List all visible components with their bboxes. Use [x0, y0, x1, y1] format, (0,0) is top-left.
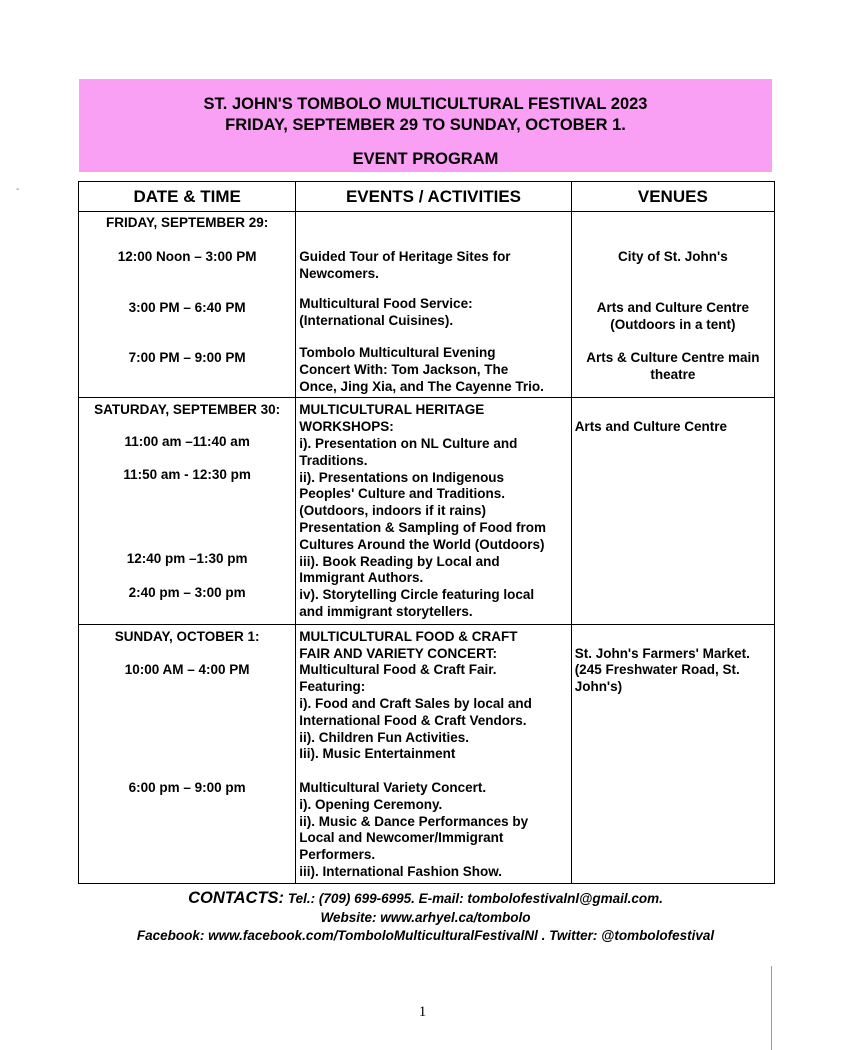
saturday-event-line: ii). Presentations on Indigenous	[299, 470, 505, 485]
friday-event-1-line-2: Newcomers.	[299, 266, 379, 281]
saturday-time-4: 2:40 pm – 3:00 pm	[128, 585, 246, 600]
saturday-event-line: Peoples' Culture and Traditions.	[299, 486, 506, 501]
friday-events-cell	[296, 212, 571, 398]
saturday-event-line: iv). Storytelling Circle featuring local	[299, 587, 535, 602]
saturday-events-cell	[296, 398, 571, 625]
sunday-event-line: Featuring:	[299, 679, 366, 694]
event-program-table	[78, 181, 775, 884]
saturday-time-3: 12:40 pm –1:30 pm	[126, 551, 248, 566]
sunday-event-line: Multicultural Variety Concert.	[299, 780, 487, 795]
contacts-social: Facebook: www.facebook.com/TomboloMulticulturalFestivalNl . Twitter: @tombolofestival	[136, 928, 715, 943]
friday-venue-3-line-2: theatre	[650, 367, 696, 382]
sunday-event-line: ii). Music & Dance Performances by	[299, 814, 529, 829]
friday-day-label: FRIDAY, SEPTEMBER 29:	[106, 215, 269, 230]
saturday-event-line: Cultures Around the World (Outdoors)	[299, 537, 545, 552]
table-row	[79, 625, 775, 884]
saturday-event-line: (Outdoors, indoors if it rains)	[299, 503, 487, 518]
friday-event-3-line-2: Concert With: Tom Jackson, The	[299, 362, 509, 377]
sunday-event-line: Multicultural Food & Craft Fair.	[299, 662, 497, 677]
sunday-times-cell	[79, 625, 296, 884]
friday-venue-3-line-1: Arts & Culture Centre main	[586, 350, 760, 365]
sunday-time-2: 6:00 pm – 9:00 pm	[128, 780, 246, 795]
festival-dates: FRIDAY, SEPTEMBER 29 TO SUNDAY, OCTOBER 1.	[225, 116, 626, 134]
saturday-time-2: 11:50 am - 12:30 pm	[123, 467, 251, 482]
friday-venue-2-line-2: (Outdoors in a tent)	[610, 317, 736, 332]
sunday-day-label: SUNDAY, OCTOBER 1:	[114, 629, 260, 644]
table-row	[79, 398, 775, 625]
friday-times-cell	[79, 212, 296, 398]
friday-event-3-line-1: Tombolo Multicultural Evening	[299, 345, 496, 360]
saturday-venue: Arts and Culture Centre	[574, 419, 727, 434]
friday-event-3-line-3: Once, Jing Xia, and The Cayenne Trio.	[299, 379, 544, 394]
saturday-time-1: 11:00 am –11:40 am	[124, 434, 250, 449]
friday-time-3: 7:00 PM – 9:00 PM	[128, 350, 246, 365]
saturday-event-line: Presentation & Sampling of Food from	[299, 520, 547, 535]
sunday-event-line: Performers.	[299, 847, 376, 862]
friday-event-2-line-1: Multicultural Food Service:	[299, 296, 473, 311]
sunday-venue-cell	[571, 625, 774, 884]
sunday-event-line: FAIR AND VARIETY CONCERT:	[299, 646, 498, 661]
sunday-events-cell	[296, 625, 571, 884]
contacts-website: Website: www.arhyel.ca/tombolo	[320, 910, 531, 925]
festival-title: ST. JOHN'S TOMBOLO MULTICULTURAL FESTIVAL 2023	[203, 95, 648, 113]
friday-venue-1: City of St. John's	[617, 249, 728, 264]
margin-line	[771, 966, 772, 1050]
saturday-event-line: i). Presentation on NL Culture and	[299, 436, 518, 451]
sunday-event-line: i). Opening Ceremony.	[299, 797, 443, 812]
contacts-label: CONTACTS:	[188, 889, 285, 907]
header-date-time: DATE & TIME	[79, 182, 296, 212]
sunday-event-line: iii). International Fashion Show.	[299, 864, 503, 879]
sunday-venue-line-3: John's)	[574, 679, 623, 694]
saturday-event-line: Traditions.	[299, 453, 368, 468]
saturday-times-cell	[79, 398, 296, 625]
contacts-phone-email: Tel.: (709) 699-6995. E-mail: tombolofestivalnl@gmail.com.	[287, 891, 663, 906]
sunday-event-line: MULTICULTURAL FOOD & CRAFT	[299, 629, 518, 644]
sunday-event-line: International Food & Craft Vendors.	[299, 713, 527, 728]
saturday-day-label: SATURDAY, SEPTEMBER 30:	[94, 402, 281, 417]
festival-header	[79, 79, 772, 172]
saturday-event-line: iii). Book Reading by Local and	[299, 554, 500, 569]
saturday-event-line: MULTICULTURAL HERITAGE	[299, 402, 485, 417]
sunday-event-line: ii). Children Fun Activities.	[299, 730, 470, 745]
sunday-event-line: i). Food and Craft Sales by local and	[299, 696, 532, 711]
header-events: EVENTS / ACTIVITIES	[296, 182, 571, 212]
friday-venues-cell	[571, 212, 774, 398]
saturday-event-line: WORKSHOPS:	[299, 419, 394, 434]
sunday-venue-line-2: (245 Freshwater Road, St.	[574, 662, 740, 677]
friday-time-1: 12:00 Noon – 3:00 PM	[117, 249, 257, 264]
saturday-venue-cell	[571, 398, 774, 625]
saturday-event-line: Immigrant Authors.	[299, 570, 424, 585]
friday-event-2-line-2: (International Cuisines).	[299, 313, 454, 328]
sunday-time-1: 10:00 AM – 4:00 PM	[124, 662, 250, 677]
friday-time-2: 3:00 PM – 6:40 PM	[128, 300, 246, 315]
page-number: 1	[418, 1004, 427, 1020]
sunday-event-line: Iii). Music Entertainment	[299, 746, 456, 761]
margin-mark: -	[16, 184, 20, 195]
contacts-line-1	[79, 889, 772, 908]
saturday-event-line: and immigrant storytellers.	[299, 604, 473, 619]
table-row	[79, 212, 775, 398]
sunday-venue-line-1: St. John's Farmers' Market.	[574, 646, 750, 661]
program-heading: EVENT PROGRAM	[352, 150, 499, 168]
friday-venue-2-line-1: Arts and Culture Centre	[596, 300, 749, 315]
friday-event-1-line-1: Guided Tour of Heritage Sites for	[299, 249, 511, 264]
table-header-row	[79, 182, 775, 212]
header-venues: VENUES	[571, 182, 774, 212]
sunday-event-line: Local and Newcomer/Immigrant	[299, 830, 504, 845]
